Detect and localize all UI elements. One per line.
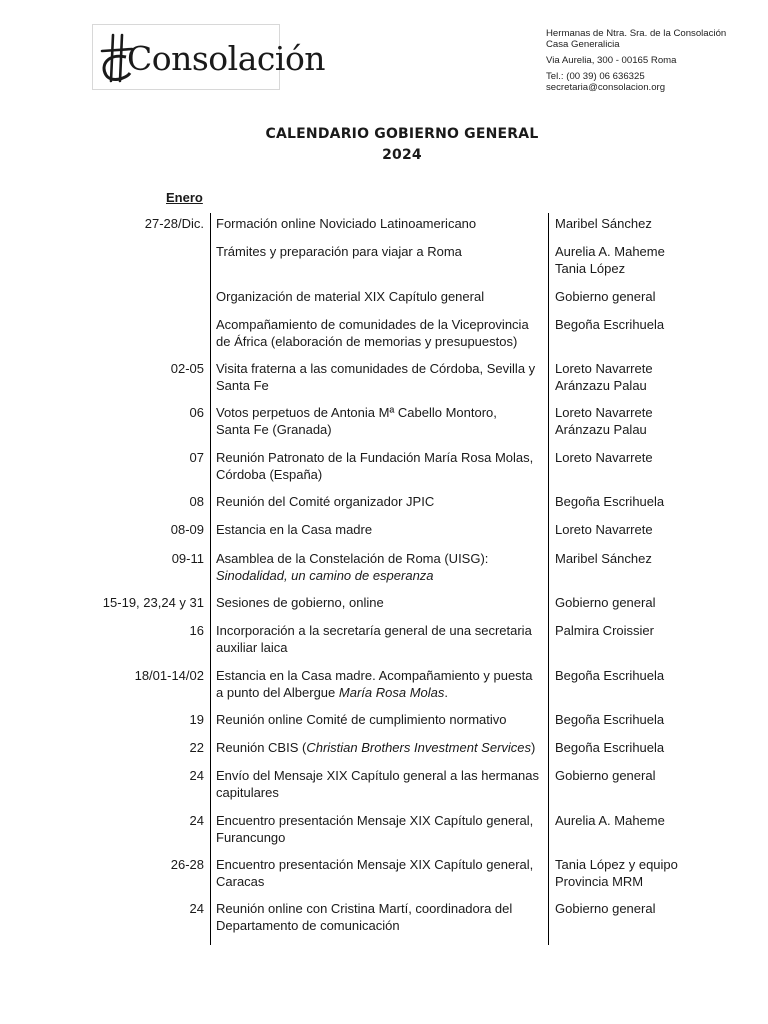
event-responsible: Loreto Navarrete [555,522,653,537]
event-activity: Estancia en la Casa madre [216,522,373,537]
event-date: 15-19, 23,24 y 31 [102,595,204,610]
event-activity: Encuentro presentación Mensaje XIX Capítulo general, Caracas [216,857,534,889]
column-divider-left [210,213,211,945]
event-responsible: Begoña Escrihuela [555,494,665,509]
event-activity: Reunión online Comité de cumplimiento normativo [216,712,507,727]
event-activity: Envío del Mensaje XIX Capítulo general a las hermanas capitulares [216,768,540,800]
event-activity: Formación online Noviciado Latinoamericano [216,216,477,231]
event-activity: Reunión Patronato de la Fundación María Rosa Molas, Córdoba (España) [216,450,534,482]
event-date: 24 [189,768,204,783]
address-line: Tel.: (00 39) 06 636325 [546,71,645,82]
event-date: 08 [189,494,204,509]
title-year: 2024 [382,147,422,163]
month-heading: Enero [166,190,203,205]
event-responsible: Gobierno general [555,768,656,783]
event-date: 08-09 [170,522,204,537]
event-activity: Visita fraterna a las comunidades de Córdoba, Sevilla y Santa Fe [216,361,536,393]
event-activity: Reunión del Comité organizador JPIC [216,494,435,509]
event-date: 16 [189,623,204,638]
column-divider-right [548,213,549,945]
address-email: secretaria@consolacion.org [546,82,666,93]
event-responsible: Loreto Navarrete Aránzazu Palau [555,361,653,393]
event-date: 02-05 [170,361,204,376]
event-date: 24 [189,901,204,916]
event-date: 24 [189,813,204,828]
event-date: 07 [189,450,204,465]
event-date: 18/01-14/02 [134,668,204,683]
event-date: 26-28 [170,857,204,872]
event-responsible: Gobierno general [555,595,656,610]
event-activity: Reunión CBIS (Christian Brothers Investment Services) [216,740,536,755]
event-responsible: Begoña Escrihuela [555,712,665,727]
event-responsible: Begoña Escrihuela [555,317,665,332]
event-date: 19 [189,712,204,727]
address-block [546,28,726,93]
event-activity: Incorporación a la secretaría general de una secretaria auxiliar laica [216,623,532,655]
event-activity: Organización de material XIX Capítulo general [216,289,485,304]
page-title [0,124,768,166]
event-responsible: Loreto Navarrete Aránzazu Palau [555,405,653,437]
event-responsible: Loreto Navarrete [555,450,653,465]
event-activity: Encuentro presentación Mensaje XIX Capítulo general, Furancungo [216,813,534,845]
event-activity: Sesiones de gobierno, online [216,595,384,610]
event-responsible: Palmira Croissier [555,623,654,638]
event-date: 27-28/Dic. [144,216,204,231]
event-responsible: Begoña Escrihuela [555,668,665,683]
event-activity: Reunión online con Cristina Martí, coordinadora del Departamento de comunicación [216,901,513,933]
event-responsible: Aurelia A. Maheme [555,813,665,828]
logo [92,24,326,90]
event-activity: Acompañamiento de comunidades de la Viceprovincia de África (elaboración de memorias y presupuestos) [216,317,529,349]
event-responsible: Aurelia A. Maheme Tania López [555,244,665,276]
event-responsible: Gobierno general [555,901,656,916]
event-date: 06 [189,405,204,420]
event-date: 22 [189,740,204,755]
event-responsible: Begoña Escrihuela [555,740,665,755]
address-line: Casa Generalicia [546,39,620,50]
title-text: CALENDARIO GOBIERNO GENERAL [265,126,539,142]
event-responsible: Tania López y equipo Provincia MRM [555,857,678,889]
event-activity: Votos perpetuos de Antonia Mª Cabello Montoro, Santa Fe (Granada) [216,405,497,437]
event-responsible: Gobierno general [555,289,656,304]
address-line: Hermanas de Ntra. Sra. de la Consolación [546,28,727,39]
logo-wordmark: Consolación [127,39,326,78]
address-line: Via Aurelia, 300 - 00165 Roma [546,55,677,66]
event-responsible: Maribel Sánchez [555,551,652,566]
event-date: 09-11 [171,551,204,566]
event-responsible: Maribel Sánchez [555,216,652,231]
event-activity: Estancia en la Casa madre. Acompañamiento y puesta a punto del Albergue María Rosa Molas. [216,668,533,700]
event-activity: Asamblea de la Constelación de Roma (UISG): Sinodalidad, un camino de esperanza [216,551,489,583]
event-activity: Trámites y preparación para viajar a Roma [216,244,462,259]
